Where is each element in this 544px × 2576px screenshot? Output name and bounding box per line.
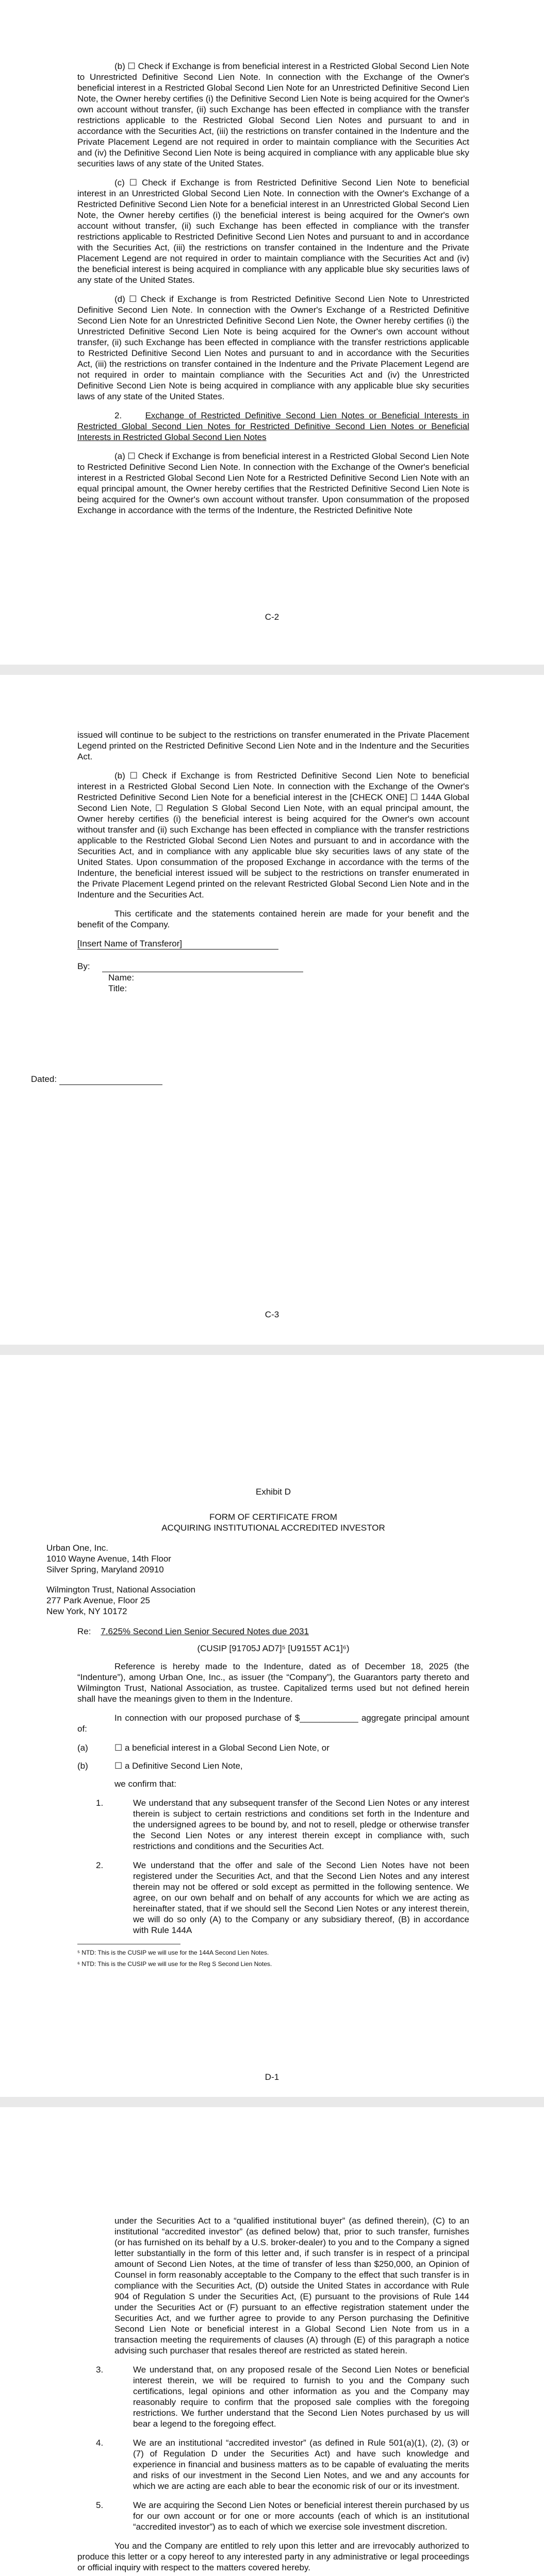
document-page-d2 — [0, 2107, 544, 2576]
numbered-item-4 — [77, 2437, 469, 2492]
paragraph-2b: (b) ☐ Check if Exchange is from Restricted Definitive Second Lien Note to beneficial interest in a Restricted Global Second Lien Note. In connection with the Exchange of the Owner's Restricted Definitive Second Lien Note for a beneficial interest in the [CHECK ONE] ☐ 144A Global Second Lien Note, ☐ Regulation S Global Second Lien Note, with an equal principal amount, the Owner hereby certifies (i) the beneficial interest is being acquired for the Owner's own account without transfer and (ii) such Exchange has been effected in compliance with the transfer restrictions applicable to the Restricted Global Second Lien Notes and pursuant to and in accordance with the Securities Act, and in compliance with any applicable blue sky securities laws of any state of the United States. Upon consummation of the proposed Exchange in accordance with the terms of the Indenture, the beneficial interest issued will be subject to the restrictions on transfer enumerated in the Private Placement Legend printed on the relevant Restricted Global Second Lien Note and in the Indenture and the Securities Act. — [77, 771, 469, 900]
page-content — [77, 2215, 469, 2576]
paragraph-2a: (a) ☐ Check if Exchange is from beneficial interest in a Restricted Global Second Lien Note to Restricted Definitive Second Lien Note. In connection with the Exchange of the Owner's beneficial interest in a Restricted Global Second Lien Note for a Restricted Definitive Second Lien Note with an equal principal amount, the Owner hereby certifies that the Restricted Definitive Second Lien Note is being acquired for the Owner's own account without transfer. Upon consummation of the proposed Exchange in accordance with the terms of the Indenture, the Restricted Definitive Note — [77, 451, 469, 515]
footnote-6: ⁶ NTD: This is the CUSIP we will use for the Reg S Second Lien Notes. — [77, 1960, 272, 1968]
item-text: We understand that the offer and sale of the Second Lien Notes have not been registered under the Securities Act, and that the Second Lien Notes and any interest therein may not be offered or sold except as permitted in the following sentence. We agree, on our own behalf and on behalf of any accounts for which we are acting as hereinafter stated, that if we should sell the Second Lien Notes or any interest therein, we will do so only (A) to the Company or any subsidiary thereof, (B) in accordance with Rule 144A — [133, 1860, 469, 1935]
document-page-d1 — [0, 1355, 544, 2097]
item-indent — [77, 2215, 114, 2356]
item-text: under the Securities Act to a “qualified institutional buyer” (as defined therein), (C) to an institutional “accredited investor” (as defined below) that, prior to such transfer, furnishes (or has furnished on its behalf by a U.S. broker-dealer) to you and to the Company a signed letter substantially in the form of this letter and, if such transfer is in respect of a principal amount of Second Lien Notes, at the time of transfer of less than $250,000, an Opinion of Counsel in form reasonably acceptable to the Company to the effect that such transfer is in compliance with the Securities Act, (D) outside the United States in accordance with Rule 904 of Regulation S under the Securities Act, (E) pursuant to the provisions of Rule 144 under the Securities Act or (F) pursuant to an effective registration statement under the Securities Act, and we further agree to provide to any Person purchasing the Definitive Second Lien Note or beneficial interest in a Global Second Lien Note from us in a transaction meeting the requirements of clauses (A) through (E) of this paragraph a notice advising such purchaser that resales thereof are restricted as stated herein. — [114, 2216, 469, 2355]
exhibit-label: Exhibit D — [255, 1487, 291, 1497]
numbered-item-1 — [77, 1798, 469, 1852]
numbered-item-3 — [77, 2364, 469, 2429]
document-page-c2 — [0, 0, 544, 665]
address-line: New York, NY 10172 — [46, 1606, 127, 1616]
re-text: 7.625% Second Lien Senior Secured Notes due 2031 — [101, 1626, 309, 1636]
address-trustee — [46, 1584, 469, 1617]
by-label: By: — [77, 961, 90, 971]
address-line: 277 Park Avenue, Floor 25 — [46, 1596, 150, 1605]
item-2-continuation — [77, 2215, 469, 2356]
page-number: C-2 — [265, 612, 279, 622]
transferor-name: [Insert Name of Transferor] — [77, 938, 278, 950]
address-company — [46, 1543, 469, 1575]
name-label: Name: — [108, 973, 135, 982]
certificate-title-line2: ACQUIRING INSTITUTIONAL ACCREDITED INVESTOR — [161, 1523, 385, 1533]
re-line — [77, 1626, 469, 1637]
closing-statement: This certificate and the statements contained herein are made for your benefit and the benefit of the Company. — [77, 909, 469, 929]
numbered-item-2 — [77, 1860, 469, 1936]
dated-field — [31, 1074, 162, 1085]
option-text: ☐ a Definitive Second Lien Note, — [114, 1761, 243, 1771]
page-content — [77, 730, 469, 994]
re-label: Re: — [77, 1626, 91, 1636]
title-label: Title: — [108, 984, 127, 993]
page-content — [77, 61, 469, 524]
certificate-title-line1: FORM OF CERTIFICATE FROM — [209, 1512, 337, 1522]
address-line: Wilmington Trust, National Association — [46, 1585, 196, 1595]
signature-line — [102, 961, 303, 972]
option-text: ☐ a beneficial interest in a Global Second Lien Note, or — [114, 1743, 329, 1753]
numbered-item-5 — [77, 2500, 469, 2532]
option-a — [77, 1742, 469, 1753]
item-text: We understand that any subsequent transfer of the Second Lien Notes or any interest therein is subject to certain restrictions and conditions set forth in the Indenture and the undersigned agrees to be bound by, and not to resell, pledge or otherwise transfer the Second Lien Notes or any interest therein except in compliance with, such restrictions and conditions and the Securities Act. — [133, 1798, 469, 1851]
purchase-paragraph: In connection with our proposed purchase of $____________ aggregate principal amount of: — [77, 1713, 469, 1734]
item-text: We understand that, on any proposed resale of the Second Lien Notes or beneficial interest therein, we will be required to furnish to you and the Company such certifications, legal opinions and other information as you and the Company may reasonably require to confirm that the proposed sale complies with the foregoing restrictions. We further understand that the Second Lien Notes purchased by us will bear a legend to the foregoing effect. — [133, 2365, 469, 2429]
paragraph-1b: (b) ☐ Check if Exchange is from beneficial interest in a Restricted Global Second Lien Note to Unrestricted Definitive Second Lien Note. In connection with the Exchange of the Owner's beneficial interest in a Restricted Global Second Lien Note for an Unrestricted Definitive Second Lien Note, the Owner hereby certifies (i) the Definitive Second Lien Note is being acquired for the Owner's own account without transfer, (ii) such Exchange has been effected in compliance with the transfer restrictions applicable to the Restricted Global Second Lien Notes and pursuant to and in accordance with the Securities Act, (iii) the restrictions on transfer contained in the Indenture and the Private Placement Legend are not required in order to maintain compliance with the Securities Act and (iv) the Definitive Second Lien Note is being acquired in compliance with any applicable blue sky securities laws of any state of the United States. — [77, 61, 469, 168]
dated-line — [59, 1074, 162, 1085]
section-number: 2. — [114, 411, 122, 420]
option-b — [77, 1760, 469, 1771]
option-label: (b) — [77, 1761, 88, 1771]
option-label: (a) — [77, 1743, 88, 1753]
item-number: 2. — [96, 1860, 104, 1870]
page-content — [46, 1486, 469, 1971]
paragraph-1d: (d) ☐ Check if Exchange is from Restricted Definitive Second Lien Note to Unrestricted Definitive Second Lien Note. In connection with the Owner's Exchange of a Restricted Definitive Second Lien Note for an Unrestricted Definitive Second Lien Note, the Owner hereby certifies (i) the Unrestricted Definitive Second Lien Note is being acquired for the Owner's own account without transfer, (ii) such Exchange has been effected in compliance with the transfer restrictions applicable to Restricted Definitive Second Lien Notes and pursuant to and in accordance with the Securities Act, (iii) the restrictions on transfer contained in the Indenture and the Private Placement Legend are not required in order to maintain compliance with the Securities Act and (iv) the Unrestricted Definitive Second Lien Note is being acquired in compliance with any applicable blue sky securities laws of any state of the United States. — [77, 294, 469, 401]
cusip-line: (CUSIP [91705J AD7]⁵ [U9155T AC1]⁶) — [197, 1643, 350, 1653]
footnote-5: ⁵ NTD: This is the CUSIP we will use for the 144A Second Lien Notes. — [77, 1949, 269, 1956]
page-number: D-1 — [265, 2072, 279, 2082]
closing-paragraph: You and the Company are entitled to rely upon this letter and are irrevocably authorized to produce this letter or a copy hereof to any interested party in any administrative or legal proceedings or official inquiry with respect to the matters covered hereby. — [77, 2541, 469, 2572]
paragraph-1c: (c) ☐ Check if Exchange is from Restricted Definitive Second Lien Note to beneficial interest in an Unrestricted Global Second Lien Note. In connection with the Owner's Exchange of a Restricted Definitive Second Lien Note for a beneficial interest in an Unrestricted Global Second Lien Note, the Owner hereby certifies (i) the beneficial interest is being acquired for the Owner's own account without transfer, (ii) such Exchange has been effected in compliance with the transfer restrictions applicable to Restricted Definitive Second Lien Notes and pursuant to and in accordance with the Securities Act, (iii) the restrictions on transfer contained in the Indenture and the Private Placement Legend are not required in order to maintain compliance with the Securities Act and (iv) the beneficial interest is being acquired in compliance with any applicable blue sky securities laws of any state of the United States. — [77, 178, 469, 285]
continuation-text: issued will continue to be subject to the restrictions on transfer enumerated in the Private Placement Legend printed on the Restricted Definitive Second Lien Note and in the Indenture and the Securities Act. — [77, 730, 469, 761]
page-number: C-3 — [265, 1310, 279, 1319]
address-line: Silver Spring, Maryland 20910 — [46, 1565, 164, 1574]
section-title: Exchange of Restricted Definitive Second Lien Notes or Beneficial Interests in Restricted Global Second Lien Notes for Restricted Definitive Second Lien Notes or Beneficial Interests in Restricted Global Second Lien Notes — [77, 411, 469, 442]
item-number: 3. — [96, 2365, 104, 2375]
dated-label: Dated: — [31, 1074, 57, 1084]
confirm-line: we confirm that: — [114, 1779, 176, 1789]
item-number: 1. — [96, 1798, 104, 1808]
signature-block — [77, 938, 469, 994]
item-text: We are an institutional “accredited investor” (as defined in Rule 501(a)(1), (2), (3) or (7) of Regulation D under the Securities Act) and have such knowledge and experience in financial and business matters as to be capable of evaluating the merits and risks of our investment in the Second Lien Notes, and we and any accounts for which we are acting are each able to bear the economic risk of our or its investment. — [133, 2438, 469, 2491]
section-2-heading — [77, 410, 469, 443]
address-line: 1010 Wayne Avenue, 14th Floor — [46, 1554, 171, 1564]
reference-paragraph: Reference is hereby made to the Indenture, dated as of December 18, 2025 (the “Indenture”), among Urban One, Inc., as issuer (the “Company”), the Guarantors party thereto and Wilmington Trust, National Association, as trustee. Capitalized terms used but not defined herein shall have the meanings given to them in the Indenture. — [77, 1662, 469, 1704]
item-number: 4. — [96, 2438, 104, 2448]
address-line: Urban One, Inc. — [46, 1543, 109, 1553]
document-page-c3 — [0, 675, 544, 1345]
item-number: 5. — [96, 2500, 104, 2510]
item-text: We are acquiring the Second Lien Notes or beneficial interest therein purchased by us for our own account or for one or more accounts (each of which is an institutional “accredited investor”) as to each of which we exercise sole investment discretion. — [133, 2500, 469, 2532]
